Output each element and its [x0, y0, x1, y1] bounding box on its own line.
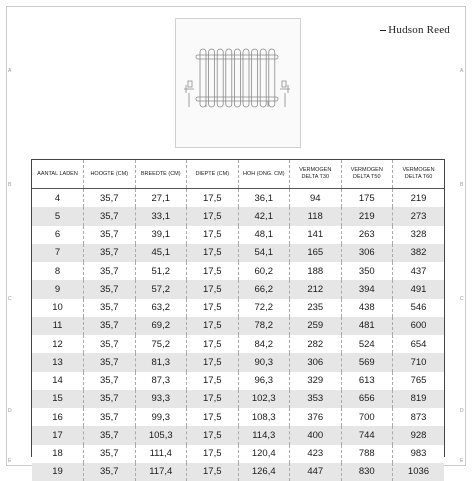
table-cell: 35,7 [84, 262, 136, 280]
table-cell: 212 [290, 280, 342, 298]
table-cell: 744 [341, 426, 393, 444]
col-header-output-t60: VERMOGEN DELTA T60 [393, 160, 445, 189]
table-cell: 423 [290, 445, 342, 463]
table-row [32, 226, 444, 244]
table-cell: 17,5 [187, 390, 239, 408]
table-cell: 569 [341, 353, 393, 371]
table-cell: 17,5 [187, 426, 239, 444]
table-cell: 84,2 [238, 335, 290, 353]
table-cell: 35,7 [84, 299, 136, 317]
radiator-column [243, 49, 249, 107]
table-cell: 491 [393, 280, 445, 298]
table-cell: 4 [32, 189, 84, 208]
table-cell: 17,5 [187, 372, 239, 390]
table-cell: 19 [32, 463, 84, 481]
table-cell: 93,3 [135, 390, 187, 408]
table-cell: 7 [32, 244, 84, 262]
table-cell: 57,2 [135, 280, 187, 298]
table-row [32, 390, 444, 408]
table-cell: 613 [341, 372, 393, 390]
table-cell: 11 [32, 317, 84, 335]
radiator-column [252, 49, 258, 107]
table-cell: 654 [393, 335, 445, 353]
radiator-column [200, 49, 206, 107]
grid-mark-left: A [8, 68, 12, 74]
grid-mark-right: A [460, 68, 464, 74]
table-cell: 66,2 [238, 280, 290, 298]
table-cell: 51,2 [135, 262, 187, 280]
table-cell: 765 [393, 372, 445, 390]
table-cell: 447 [290, 463, 342, 481]
table-cell: 35,7 [84, 426, 136, 444]
table-row [32, 408, 444, 426]
table-cell: 35,7 [84, 372, 136, 390]
grid-mark-left: B [8, 182, 12, 188]
table-cell: 273 [393, 207, 445, 225]
table-cell: 983 [393, 445, 445, 463]
table-cell: 263 [341, 226, 393, 244]
table-cell: 14 [32, 372, 84, 390]
table-cell: 35,7 [84, 353, 136, 371]
table-cell: 546 [393, 299, 445, 317]
table-cell: 830 [341, 463, 393, 481]
table-cell: 600 [393, 317, 445, 335]
table-cell: 111,4 [135, 445, 187, 463]
table-cell: 16 [32, 408, 84, 426]
table-cell: 60,2 [238, 262, 290, 280]
table-row [32, 353, 444, 371]
table-cell: 15 [32, 390, 84, 408]
table-cell: 819 [393, 390, 445, 408]
radiator-column [226, 49, 232, 107]
table-cell: 17,5 [187, 353, 239, 371]
table-cell: 17,5 [187, 408, 239, 426]
radiator-column [209, 49, 215, 107]
table-cell: 350 [341, 262, 393, 280]
table-cell: 17,5 [187, 207, 239, 225]
table-cell: 710 [393, 353, 445, 371]
table-cell: 438 [341, 299, 393, 317]
table-cell: 81,3 [135, 353, 187, 371]
table-cell: 141 [290, 226, 342, 244]
table-row [32, 280, 444, 298]
table-cell: 17,5 [187, 317, 239, 335]
radiator-column [260, 49, 266, 107]
grid-mark-right: C [460, 296, 464, 302]
col-header-sections: AANTAL LADEN [32, 160, 84, 189]
brand-dash [380, 30, 386, 31]
table-cell: 9 [32, 280, 84, 298]
table-cell: 35,7 [84, 226, 136, 244]
table-cell: 35,7 [84, 189, 136, 208]
table-cell: 42,1 [238, 207, 290, 225]
table-cell: 96,3 [238, 372, 290, 390]
table-cell: 36,1 [238, 189, 290, 208]
table-cell: 394 [341, 280, 393, 298]
col-header-output-t30: VERMOGEN DELTA T30 [290, 160, 342, 189]
table-cell: 39,1 [135, 226, 187, 244]
table-cell: 35,7 [84, 408, 136, 426]
table-row [32, 207, 444, 225]
grid-mark-right: D [460, 408, 464, 414]
table-row [32, 335, 444, 353]
table-cell: 17,5 [187, 226, 239, 244]
table-cell: 13 [32, 353, 84, 371]
grid-mark-left: C [8, 296, 12, 302]
grid-mark-right: E [460, 458, 464, 464]
table-cell: 87,3 [135, 372, 187, 390]
table-cell: 306 [290, 353, 342, 371]
table-row [32, 189, 444, 208]
table-cell: 120,4 [238, 445, 290, 463]
table-cell: 8 [32, 262, 84, 280]
table-cell: 33,1 [135, 207, 187, 225]
table-cell: 219 [393, 189, 445, 208]
radiator-column [234, 49, 240, 107]
table-cell: 700 [341, 408, 393, 426]
table-cell: 17,5 [187, 299, 239, 317]
table-cell: 35,7 [84, 207, 136, 225]
table-cell: 353 [290, 390, 342, 408]
table-cell: 788 [341, 445, 393, 463]
table-cell: 108,3 [238, 408, 290, 426]
table-cell: 114,3 [238, 426, 290, 444]
table-cell: 481 [341, 317, 393, 335]
table-cell: 17 [32, 426, 84, 444]
table-cell: 102,3 [238, 390, 290, 408]
table-cell: 382 [393, 244, 445, 262]
table-cell: 35,7 [84, 317, 136, 335]
table-cell: 35,7 [84, 463, 136, 481]
table-cell: 17,5 [187, 335, 239, 353]
radiator-column [217, 49, 223, 107]
brand-logo [380, 24, 450, 36]
col-header-output-t50: VERMOGEN DELTA T50 [341, 160, 393, 189]
table-cell: 75,2 [135, 335, 187, 353]
table-cell: 69,2 [135, 317, 187, 335]
table-cell: 35,7 [84, 445, 136, 463]
table-cell: 17,5 [187, 244, 239, 262]
table-cell: 306 [341, 244, 393, 262]
table-cell: 188 [290, 262, 342, 280]
radiator-column [269, 49, 275, 107]
table-cell: 63,2 [135, 299, 187, 317]
table-cell: 17,5 [187, 463, 239, 481]
table-cell: 376 [290, 408, 342, 426]
table-cell: 10 [32, 299, 84, 317]
table-cell: 118 [290, 207, 342, 225]
table-cell: 78,2 [238, 317, 290, 335]
table-cell: 328 [393, 226, 445, 244]
table-cell: 165 [290, 244, 342, 262]
table-row [32, 262, 444, 280]
table-cell: 5 [32, 207, 84, 225]
table-cell: 18 [32, 445, 84, 463]
table-cell: 524 [341, 335, 393, 353]
table-cell: 235 [290, 299, 342, 317]
col-header-depth: DIEPTE (CM) [187, 160, 239, 189]
table-cell: 282 [290, 335, 342, 353]
table-cell: 400 [290, 426, 342, 444]
table-cell: 873 [393, 408, 445, 426]
table-cell: 175 [341, 189, 393, 208]
table-cell: 1036 [393, 463, 445, 481]
grid-mark-right: B [460, 182, 464, 188]
table-cell: 35,7 [84, 244, 136, 262]
table-cell: 45,1 [135, 244, 187, 262]
table-cell: 105,3 [135, 426, 187, 444]
table-cell: 99,3 [135, 408, 187, 426]
radiator-spec-table [32, 160, 444, 481]
table-row [32, 426, 444, 444]
table-row [32, 372, 444, 390]
table-cell: 90,3 [238, 353, 290, 371]
table-cell: 94 [290, 189, 342, 208]
table-cell: 12 [32, 335, 84, 353]
table-cell: 126,4 [238, 463, 290, 481]
table-cell: 35,7 [84, 280, 136, 298]
table-header-row [32, 160, 444, 189]
table-cell: 72,2 [238, 299, 290, 317]
table-cell: 27,1 [135, 189, 187, 208]
col-header-width: BREEDTE (CM) [135, 160, 187, 189]
table-cell: 54,1 [238, 244, 290, 262]
radiator-illustration [176, 19, 300, 147]
table-cell: 6 [32, 226, 84, 244]
col-header-height: HOOGTE (CM) [84, 160, 136, 189]
table-cell: 17,5 [187, 189, 239, 208]
table-row [32, 299, 444, 317]
table-row [32, 445, 444, 463]
table-cell: 17,5 [187, 280, 239, 298]
table-cell: 17,5 [187, 262, 239, 280]
grid-mark-left: D [8, 408, 12, 414]
brand-name: Hudson Reed [388, 24, 450, 36]
table-cell: 928 [393, 426, 445, 444]
table-row [32, 244, 444, 262]
table-row [32, 317, 444, 335]
table-cell: 117,4 [135, 463, 187, 481]
table-cell: 437 [393, 262, 445, 280]
table-cell: 219 [341, 207, 393, 225]
table-cell: 35,7 [84, 335, 136, 353]
table-cell: 17,5 [187, 445, 239, 463]
grid-mark-left: E [8, 458, 12, 464]
product-image [175, 18, 301, 148]
table-cell: 656 [341, 390, 393, 408]
table-cell: 259 [290, 317, 342, 335]
table-row [32, 463, 444, 481]
table-cell: 48,1 [238, 226, 290, 244]
col-header-centres: HOH (ONG. CM) [238, 160, 290, 189]
table-cell: 35,7 [84, 390, 136, 408]
table-cell: 329 [290, 372, 342, 390]
